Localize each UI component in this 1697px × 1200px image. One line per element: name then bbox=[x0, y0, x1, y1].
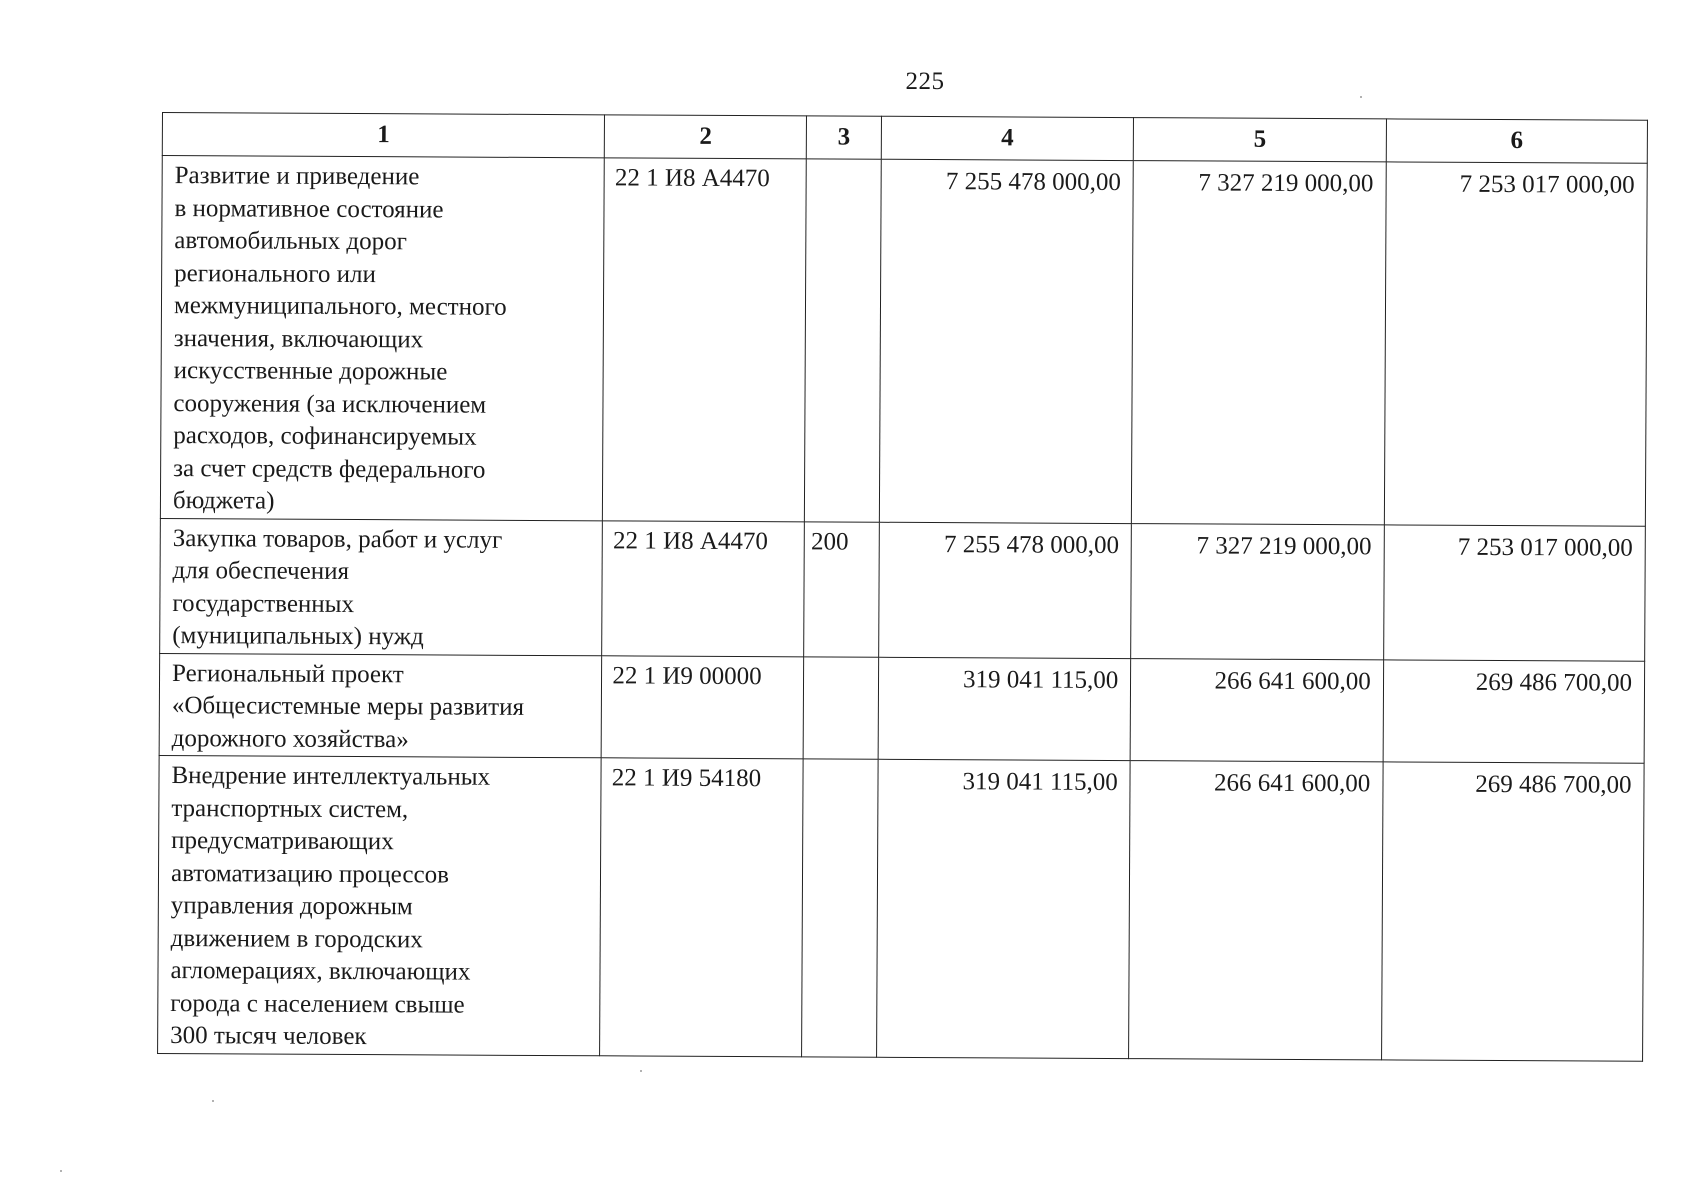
row-expense-type-cell bbox=[805, 159, 882, 522]
row-name-cell: Внедрение интеллектуальных транспортных систем, предусматривающих автоматизацию процессов управления дорожным движением в городских агломерациях, включающих города с населением свыше 300 тысяч человек bbox=[158, 755, 602, 1055]
row-sum-year2-cell: 266 641 600,00 bbox=[1130, 658, 1383, 762]
scan-speck bbox=[640, 1070, 642, 1072]
table-row bbox=[158, 755, 1645, 1060]
row-code-cell: 22 1 И8 А4470 bbox=[602, 520, 805, 656]
row-sum-year2-cell: 7 327 219 000,00 bbox=[1132, 161, 1386, 525]
scan-speck bbox=[212, 1100, 214, 1102]
table-row bbox=[160, 156, 1647, 526]
row-sum-year3-cell: 269 486 700,00 bbox=[1383, 659, 1645, 763]
row-sum-year3-cell: 269 486 700,00 bbox=[1381, 762, 1644, 1061]
table-row bbox=[160, 518, 1646, 661]
row-name-cell: Региональный проект «Общесистемные меры развития дорожного хозяйства» bbox=[159, 653, 602, 758]
row-sum-year1-cell: 319 041 115,00 bbox=[878, 657, 1131, 761]
row-sum-year1-cell: 7 255 478 000,00 bbox=[879, 522, 1132, 658]
row-sum-year3-cell: 7 253 017 000,00 bbox=[1383, 524, 1645, 660]
row-expense-type-cell: 200 bbox=[804, 521, 879, 656]
column-header-1: 1 bbox=[162, 113, 605, 158]
row-name-cell: Закупка товаров, работ и услуг для обеспечения государственных (муниципальных) нужд bbox=[160, 518, 603, 655]
row-sum-year1-cell: 319 041 115,00 bbox=[876, 759, 1130, 1058]
page-number: 225 bbox=[905, 68, 945, 95]
row-code-cell: 22 1 И9 00000 bbox=[601, 655, 803, 759]
row-code-cell: 22 1 И9 54180 bbox=[600, 758, 803, 1057]
row-sum-year2-cell: 7 327 219 000,00 bbox=[1131, 523, 1384, 659]
column-header-5: 5 bbox=[1134, 118, 1387, 162]
table-row bbox=[159, 653, 1645, 763]
column-header-4: 4 bbox=[881, 116, 1134, 160]
budget-table bbox=[157, 112, 1648, 1061]
row-sum-year1-cell: 7 255 478 000,00 bbox=[879, 159, 1133, 523]
row-name-cell: Развитие и приведение в нормативное состояние автомобильных дорог регионального или межмуниципального, местного значения, включающих искусственные дорожные сооружения (за исключением расходов, софинансируемых за счет средств федерального бюджета) bbox=[160, 156, 604, 521]
row-expense-type-cell bbox=[803, 656, 878, 759]
table-header-row bbox=[162, 113, 1647, 164]
scan-speck bbox=[60, 1170, 62, 1172]
row-sum-year3-cell: 7 253 017 000,00 bbox=[1384, 162, 1647, 526]
row-code-cell: 22 1 И8 А4470 bbox=[603, 158, 807, 522]
column-header-6: 6 bbox=[1386, 119, 1647, 163]
column-header-2: 2 bbox=[605, 115, 807, 159]
row-sum-year2-cell: 266 641 600,00 bbox=[1129, 761, 1383, 1060]
row-expense-type-cell bbox=[802, 759, 878, 1057]
budget-table-sheet bbox=[157, 112, 1648, 1061]
scan-speck bbox=[1360, 96, 1362, 98]
column-header-3: 3 bbox=[807, 116, 882, 159]
